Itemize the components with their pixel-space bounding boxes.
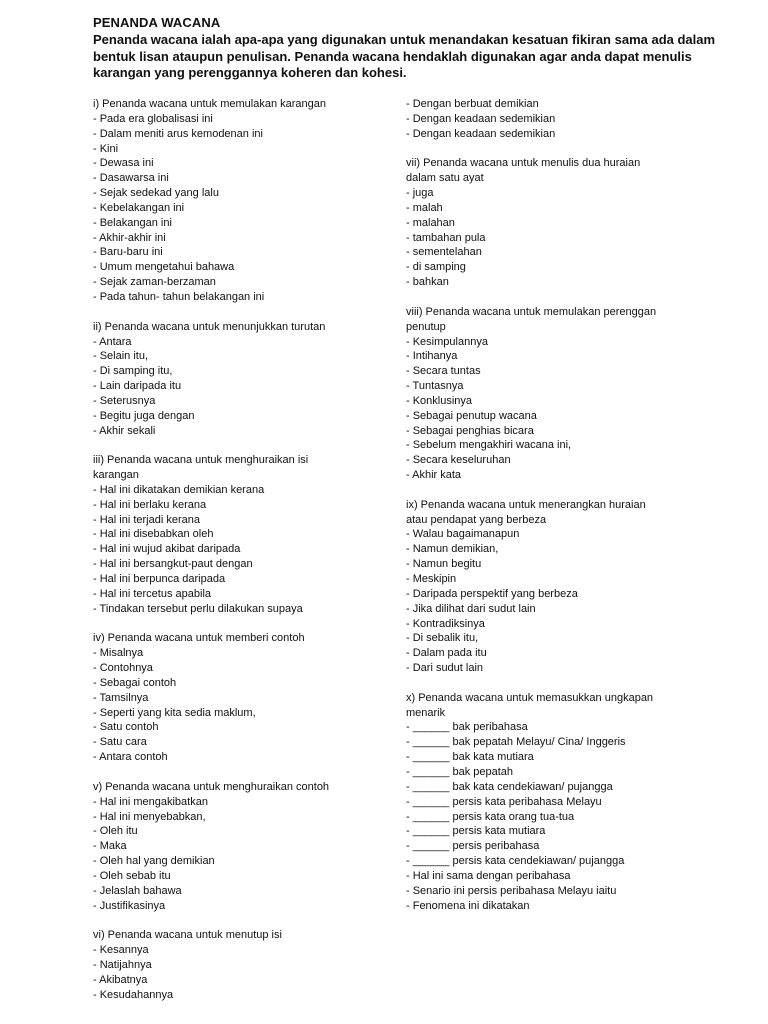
section-spacer: [93, 305, 393, 320]
section-heading: penutup: [406, 320, 446, 333]
list-item: - Dari sudut lain: [406, 662, 484, 675]
list-item: - Hal ini sama dengan peribahasa: [406, 869, 571, 882]
marker-section: [406, 498, 706, 676]
list-item: - Hal ini tercetus apabila: [93, 587, 212, 600]
list-item: - Sebelum mengakhiri wacana ini,: [406, 439, 572, 452]
list-item: - Dengan berbuat demikian: [406, 98, 539, 110]
list-item: - Tindakan tersebut perlu dilakukan supaya: [93, 602, 303, 615]
marker-section: [93, 320, 393, 439]
list-item: - Dasawarsa ini: [93, 172, 169, 185]
list-item: - sementelahan: [406, 246, 482, 259]
list-item: - Hal ini terjadi kerana: [93, 513, 200, 526]
list-item: - Seperti yang kita sedia maklum,: [93, 706, 256, 719]
list-item: - ______ persis kata mutiara: [406, 825, 546, 838]
list-item: - Sebagai penghias bicara: [406, 424, 534, 437]
list-item: - Antara: [93, 335, 132, 348]
list-item: - Satu contoh: [93, 721, 159, 734]
list-item: - Belakangan ini: [93, 216, 172, 229]
list-item: - ______ persis peribahasa: [406, 840, 540, 853]
section-spacer: [93, 765, 393, 780]
list-item: - Hal ini mengakibatkan: [93, 795, 208, 808]
section-heading: ii) Penanda wacana untuk menunjukkan turutan: [93, 320, 326, 333]
list-item: - Namun demikian,: [406, 543, 499, 556]
section-heading: ix) Penanda wacana untuk menerangkan huraian: [406, 498, 646, 511]
list-item: - bahkan: [406, 276, 449, 289]
list-item: - Tamsilnya: [93, 691, 149, 704]
marker-section: [406, 305, 706, 483]
list-item: - Kontradiksinya: [406, 617, 485, 630]
list-item: - Contohnya: [93, 662, 153, 675]
list-item: - Di sebalik itu,: [406, 632, 479, 645]
list-item: - Kebelakangan ini: [93, 201, 185, 214]
list-item: - ______ persis kata orang tua-tua: [406, 810, 575, 823]
intro-line: bentuk lisan ataupun penulisan. Penanda wacana hendaklah digunakan agar anda dapat menulis: [93, 48, 692, 64]
list-item: - Hal ini bersangkut-paut dengan: [93, 558, 253, 571]
list-item: - Dengan keadaan sedemikian: [406, 127, 556, 140]
list-item: - Pada era globalisasi ini: [93, 112, 213, 125]
list-item: - Akhir-akhir ini: [93, 231, 166, 244]
intro-paragraph: [93, 32, 716, 82]
list-item: - Dewasa ini: [93, 157, 154, 170]
section-spacer: [406, 290, 706, 305]
section-spacer: [93, 617, 393, 632]
marker-section: [406, 156, 706, 290]
intro-line: karangan yang perenggannya koheren dan kohesi.: [93, 65, 407, 80]
marker-section: [93, 453, 393, 616]
list-item: - di samping: [406, 261, 466, 274]
section-heading: iv) Penanda wacana untuk memberi contoh: [93, 632, 305, 645]
list-item: - Selain itu,: [93, 350, 149, 363]
list-item: - Dengan keadaan sedemikian: [406, 112, 556, 125]
section-heading: menarik: [406, 706, 446, 719]
section-heading: dalam satu ayat: [406, 172, 484, 185]
list-item: - Oleh itu: [93, 825, 138, 838]
list-item: - ______ bak kata cendekiawan/ pujangga: [406, 780, 613, 793]
list-item: - Natijahnya: [93, 958, 152, 971]
right-column: [406, 97, 706, 913]
section-spacer: [406, 142, 706, 157]
left-column: [93, 97, 393, 1002]
list-item: - Hal ini berlaku kerana: [93, 498, 207, 511]
list-item: - Namun begitu: [406, 558, 482, 571]
list-item: - Lain daripada itu: [93, 380, 182, 393]
list-item: - Kesimpulannya: [406, 335, 488, 348]
list-item: - Oleh hal yang demikian: [93, 855, 215, 868]
list-item: - Seterusnya: [93, 394, 156, 407]
section-spacer: [93, 913, 393, 928]
section-heading: viii) Penanda wacana untuk memulakan perenggan: [406, 305, 657, 318]
list-item: - Hal ini wujud akibat daripada: [93, 543, 241, 556]
list-item: - Walau bagaimanapun: [406, 528, 520, 541]
list-item: - Meskipin: [406, 573, 457, 585]
list-item: - Justifikasinya: [93, 899, 166, 912]
list-item: - Antara contoh: [93, 751, 168, 764]
list-item: - Jika dilihat dari sudut lain: [406, 602, 536, 615]
section-heading: iii) Penanda wacana untuk menghuraikan isi: [93, 454, 309, 467]
list-item: - ______ bak pepatah: [406, 765, 514, 778]
list-item: - Hal ini berpunca daripada: [93, 573, 226, 585]
section-heading: vi) Penanda wacana untuk menutup isi: [93, 929, 282, 942]
list-item: - Intihanya: [406, 350, 458, 363]
list-item: - Misalnya: [93, 647, 144, 660]
section-spacer: [93, 438, 393, 453]
list-item: - Kesannya: [93, 944, 149, 957]
list-item: - Di samping itu,: [93, 365, 173, 378]
marker-section: [93, 928, 393, 1002]
list-item: - Sejak zaman-berzaman: [93, 276, 216, 289]
marker-section: [93, 631, 393, 765]
list-item: - Dalam meniti arus kemodenan ini: [93, 127, 263, 140]
list-item: - Secara tuntas: [406, 365, 481, 378]
list-item: - Akibatnya: [93, 973, 148, 986]
list-item: - Sebagai contoh: [93, 676, 177, 689]
list-item: - Satu cara: [93, 736, 147, 749]
list-item: - ______ bak peribahasa: [406, 721, 528, 734]
list-item: - Dalam pada itu: [406, 647, 487, 660]
list-item: - malahan: [406, 216, 455, 229]
list-item: - Kini: [93, 142, 119, 155]
document-title: PENANDA WACANA: [93, 15, 221, 30]
marker-section: [406, 691, 706, 914]
list-item: - Umum mengetahui bahawa: [93, 261, 235, 274]
list-item: - Jelaslah bahawa: [93, 884, 182, 897]
list-item: - tambahan pula: [406, 231, 486, 244]
list-item: - Tuntasnya: [406, 380, 464, 393]
list-item: - Baru-baru ini: [93, 246, 163, 259]
list-item: - Begitu juga dengan: [93, 409, 195, 422]
list-item: - Oleh sebab itu: [93, 869, 171, 882]
list-item: - ______ bak kata mutiara: [406, 751, 534, 764]
list-item: - Maka: [93, 840, 127, 853]
list-item: - Daripada perspektif yang berbeza: [406, 587, 578, 600]
section-heading: vii) Penanda wacana untuk menulis dua huraian: [406, 157, 641, 170]
list-item: - juga: [406, 187, 434, 200]
list-item: - Senario ini persis peribahasa Melayu iaitu: [406, 884, 617, 897]
marker-section: [93, 780, 393, 914]
list-item: - Hal ini dikatakan demikian kerana: [93, 483, 265, 496]
list-item: - Akhir kata: [406, 469, 462, 482]
list-item: - malah: [406, 201, 443, 214]
list-item: - Fenomena ini dikatakan: [406, 899, 530, 912]
list-item: - Hal ini disebabkan oleh: [93, 528, 214, 541]
list-item: - Pada tahun- tahun belakangan ini: [93, 290, 265, 303]
marker-section: [93, 97, 393, 305]
list-item: - Kesudahannya: [93, 988, 174, 1001]
section-heading: karangan: [93, 469, 139, 482]
section-heading: atau pendapat yang berbeza: [406, 513, 547, 526]
list-item: - Akhir sekali: [93, 424, 156, 437]
section-spacer: [406, 483, 706, 498]
list-item: - ______ bak pepatah Melayu/ Cina/ Inggeris: [406, 736, 626, 749]
list-item: - Sebagai penutup wacana: [406, 409, 537, 422]
list-item: - Secara keseluruhan: [406, 454, 511, 467]
section-heading: i) Penanda wacana untuk memulakan karangan: [93, 98, 326, 110]
list-item: - Hal ini menyebabkan,: [93, 810, 206, 823]
list-item: - ______ persis kata cendekiawan/ pujangga: [406, 855, 625, 868]
list-item: - Sejak sedekad yang lalu: [93, 187, 219, 200]
marker-section: [406, 97, 706, 142]
section-spacer: [406, 676, 706, 691]
list-item: - ______ persis kata peribahasa Melayu: [406, 795, 602, 808]
section-heading: v) Penanda wacana untuk menghuraikan contoh: [93, 780, 330, 793]
section-heading: x) Penanda wacana untuk memasukkan ungkapan: [406, 691, 654, 704]
intro-line: Penanda wacana ialah apa-apa yang digunakan untuk menandakan kesatuan fikiran sama ada dalam: [93, 32, 716, 47]
list-item: - Konklusinya: [406, 394, 473, 407]
